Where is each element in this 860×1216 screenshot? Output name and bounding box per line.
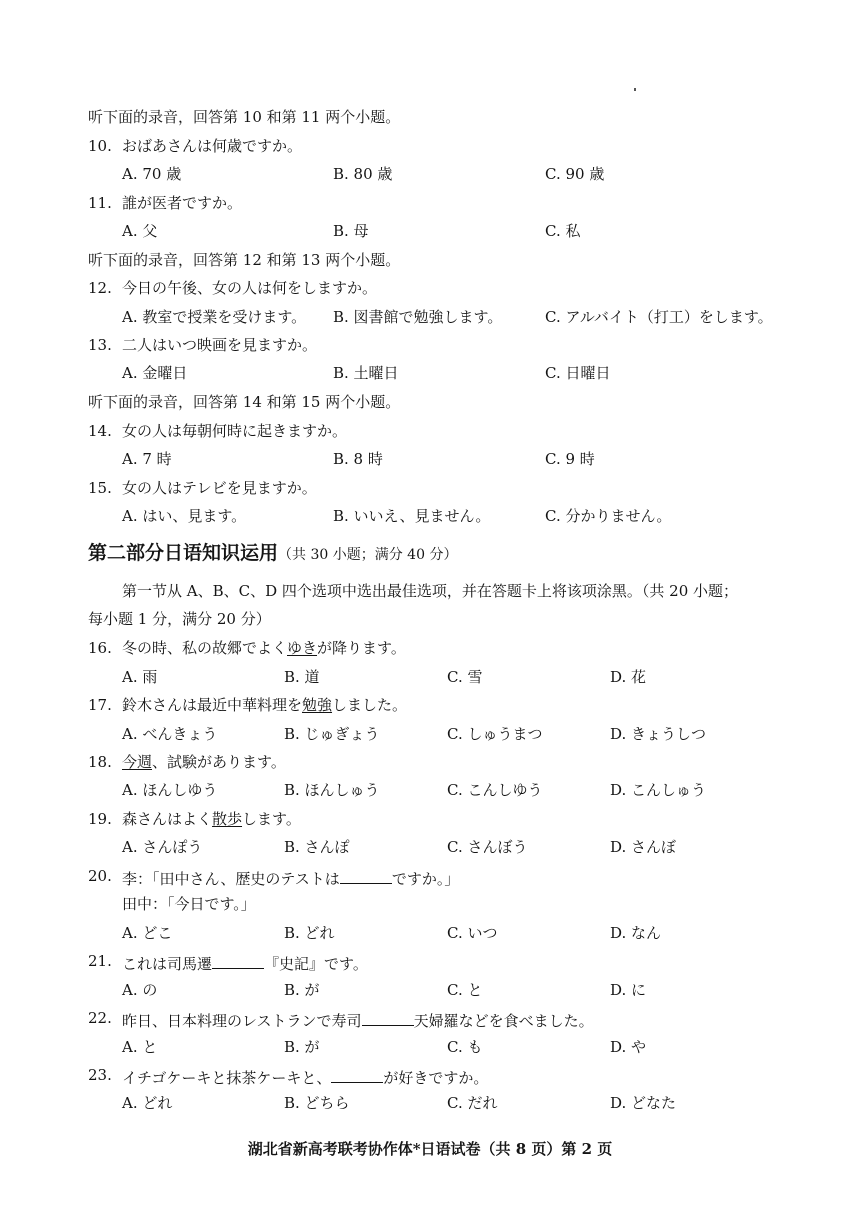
question-number: 18. xyxy=(88,753,112,771)
question-text-pre: 鈴木さんは最近中華料理を xyxy=(122,696,303,714)
option-a: A. と xyxy=(122,1038,158,1056)
underlined-word: 散歩 xyxy=(212,810,243,828)
underlined-word: 今週 xyxy=(122,753,153,771)
question-number: 17. xyxy=(88,696,112,714)
question-number: 23. xyxy=(88,1066,112,1084)
question-number: 16. xyxy=(88,639,112,657)
option-c: C. アルバイト（打工）をします。 xyxy=(545,308,773,326)
underlined-word: 勉強 xyxy=(302,696,333,714)
option-c: C. と xyxy=(447,981,483,999)
scan-speck xyxy=(634,88,636,91)
option-c: C. も xyxy=(447,1038,483,1056)
question-text-post: 、試験があります。 xyxy=(152,753,286,771)
question-text-post: 『史記』です。 xyxy=(264,955,368,973)
question-text xyxy=(122,698,407,713)
option-b: B. どれ xyxy=(284,924,335,942)
option-c: C. さんぼう xyxy=(447,838,528,856)
option-b: B. さんぽ xyxy=(284,838,350,856)
option-a: A. の xyxy=(122,981,158,999)
question-number: 20. xyxy=(88,867,112,885)
question-text-pre: 森さんはよく xyxy=(122,810,213,828)
option-b: B. 母 xyxy=(333,222,369,240)
option-c: C. 分かりません。 xyxy=(545,507,672,525)
option-d: D. なん xyxy=(610,924,662,942)
question-text: 女の人は毎朝何時に起きますか。 xyxy=(122,422,348,440)
question-text xyxy=(122,1068,488,1086)
question-text xyxy=(122,755,286,770)
question-text-pre: 冬の時、私の故郷でよく xyxy=(122,639,288,657)
section-intro-line-1: 第一节从 A、B、C、D 四个选项中选出最佳选项，并在答题卡上将该项涂黑。（共 20 小题； xyxy=(122,582,739,600)
option-a: A. 70 歳 xyxy=(122,165,182,183)
option-a: A. ほんしゆう xyxy=(122,781,218,799)
option-d: D. こんしゅう xyxy=(610,781,707,799)
option-b: B. ほんしゅう xyxy=(284,781,380,799)
option-d: D. さんぼ xyxy=(610,838,677,856)
option-b: B. 80 歳 xyxy=(333,165,393,183)
question-text-pre: イチゴケーキと抹茶ケーキと、 xyxy=(122,1069,332,1087)
option-c: C. 私 xyxy=(545,222,581,240)
option-c: C. 雪 xyxy=(447,668,483,686)
option-c: C. こんしゆう xyxy=(447,781,543,799)
option-a: A. 7 時 xyxy=(122,450,172,468)
question-text-post: が降ります。 xyxy=(317,639,406,657)
option-a: A. べんきょう xyxy=(122,725,218,743)
question-text-line-2: 田中：「今日です。」 xyxy=(122,895,256,913)
option-d: D. きょうしつ xyxy=(610,725,707,743)
option-b: B. 8 時 xyxy=(333,450,383,468)
option-a: A. どれ xyxy=(122,1094,173,1112)
question-number: 13. xyxy=(88,336,112,354)
page-footer: 湖北省新高考联考协作体*日语试卷（共 8 页）第 2 页 xyxy=(247,1140,613,1158)
answer-blank xyxy=(331,1068,383,1083)
question-number: 12. xyxy=(88,279,112,297)
underlined-word: ゆき xyxy=(287,639,318,657)
option-b: B. どちら xyxy=(284,1094,350,1112)
question-number: 19. xyxy=(88,810,112,828)
question-text: 女の人はテレビを見ますか。 xyxy=(122,479,317,497)
question-text-pre: これは司馬遷 xyxy=(122,955,213,973)
option-b: B. じゅぎょう xyxy=(284,725,380,743)
option-b: B. が xyxy=(284,1038,320,1056)
option-c: C. 90 歳 xyxy=(545,165,605,183)
question-text-post: ですか。」 xyxy=(391,870,460,888)
question-text-post: が好きですか。 xyxy=(383,1069,489,1087)
question-text: 二人はいつ映画を見ますか。 xyxy=(122,336,318,354)
option-b: B. 道 xyxy=(284,668,320,686)
option-a: A. 金曜日 xyxy=(122,364,188,382)
option-a: A. 父 xyxy=(122,222,158,240)
instruction-q14-q15: 听下面的录音，回答第 14 和第 15 两个小题。 xyxy=(88,393,401,411)
question-text-pre: 昨日、日本料理のレストランで寿司 xyxy=(122,1012,362,1030)
section-title: 第二部分日语知识运用 xyxy=(88,542,279,564)
option-d: D. に xyxy=(610,981,647,999)
question-text-post: 天婦羅などを食べました。 xyxy=(413,1012,594,1030)
question-text-post: しました。 xyxy=(332,696,408,714)
option-a: A. 雨 xyxy=(122,668,158,686)
option-c: C. しゅうまつ xyxy=(447,725,543,743)
option-b: B. が xyxy=(284,981,320,999)
question-number: 10. xyxy=(88,137,112,155)
instruction-q10-q11: 听下面的录音，回答第 10 和第 11 两个小题。 xyxy=(88,108,401,126)
option-d: D. どなた xyxy=(610,1094,677,1112)
question-number: 11. xyxy=(88,194,112,212)
instruction-q12-q13: 听下面的录音，回答第 12 和第 13 两个小题。 xyxy=(88,251,401,269)
option-b: B. 図書館で勉強します。 xyxy=(333,308,503,326)
question-number: 14. xyxy=(88,422,112,440)
question-number: 15. xyxy=(88,479,112,497)
option-a: A. はい、見ます。 xyxy=(122,507,247,525)
option-b: B. いいえ、見ません。 xyxy=(333,507,491,525)
option-a: A. さんぽう xyxy=(122,838,203,856)
option-a: A. 教室で授業を受けます。 xyxy=(122,308,307,326)
section-score-note: （共 30 小题；满分 40 分） xyxy=(278,547,458,563)
question-text-post: します。 xyxy=(242,810,301,828)
answer-blank xyxy=(212,954,264,969)
option-c: C. いつ xyxy=(447,924,498,942)
option-b: B. 土曜日 xyxy=(333,364,399,382)
option-d: D. 花 xyxy=(610,668,647,686)
question-number: 22. xyxy=(88,1009,112,1027)
question-text xyxy=(122,954,368,972)
option-d: D. や xyxy=(610,1038,647,1056)
question-text: 誰が医者ですか。 xyxy=(122,194,243,212)
question-text: おばあさんは何歳ですか。 xyxy=(122,137,303,155)
question-text xyxy=(122,641,406,656)
answer-blank xyxy=(340,869,392,884)
question-text-pre: 李：「田中さん、歴史のテストは xyxy=(122,870,340,888)
question-text xyxy=(122,1011,594,1029)
question-text: 今日の午後、女の人は何をしますか。 xyxy=(122,279,378,297)
question-number: 21. xyxy=(88,952,112,970)
section-heading xyxy=(88,544,457,563)
question-text xyxy=(122,812,301,827)
section-intro-line-2: 每小题 1 分，满分 20 分） xyxy=(88,610,271,628)
question-text xyxy=(122,869,459,887)
option-a: A. どこ xyxy=(122,924,173,942)
answer-blank xyxy=(362,1011,414,1026)
option-c: C. 9 時 xyxy=(545,450,595,468)
option-c: C. 日曜日 xyxy=(545,364,611,382)
option-c: C. だれ xyxy=(447,1094,498,1112)
